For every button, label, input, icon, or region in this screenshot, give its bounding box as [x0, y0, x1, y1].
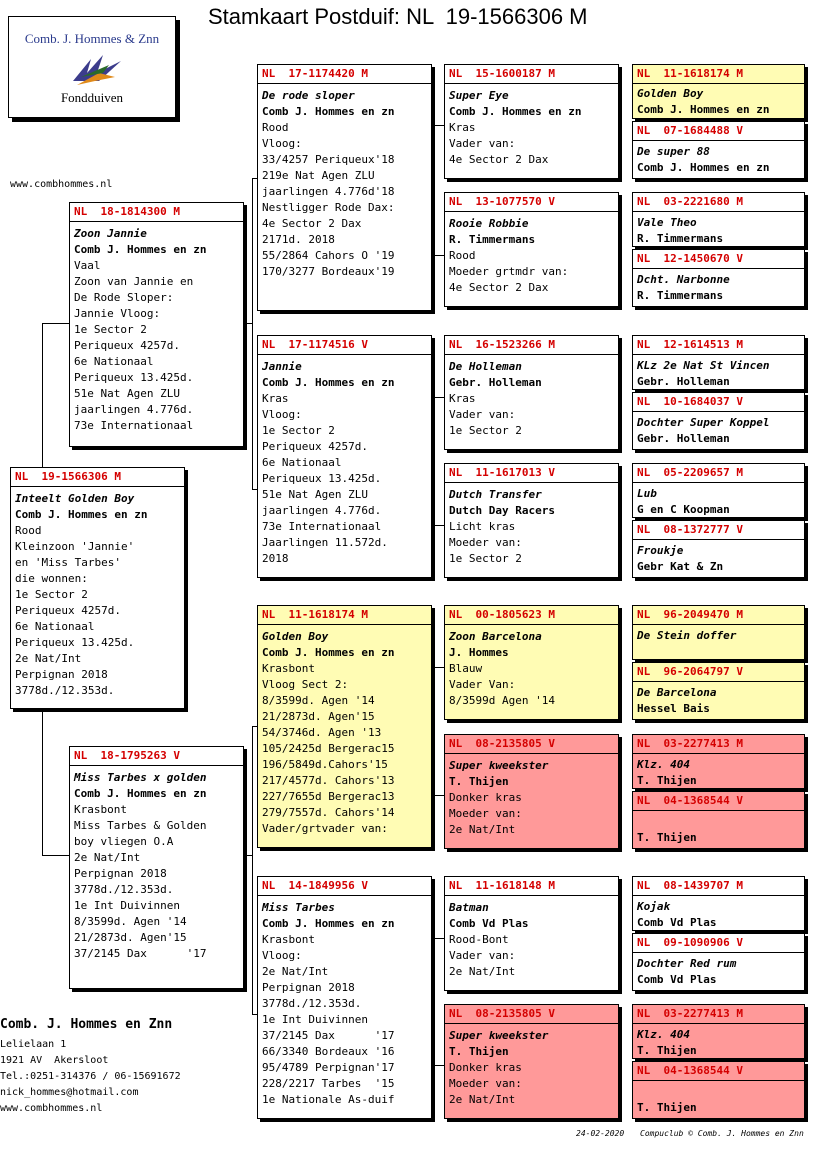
bird-owner: G en C Koopman — [637, 503, 730, 516]
detail-line: Moeder van: — [449, 807, 522, 820]
detail-line: 66/3340 Bordeaux '16 — [262, 1045, 395, 1058]
connector — [252, 726, 253, 1014]
contact-phone: Tel.:0251-314376 / 06-15691672 — [0, 1071, 181, 1082]
detail-line: Periqueux 4257d. — [15, 604, 121, 617]
ring-number: NL 03-2221680 M — [633, 193, 804, 212]
connector — [42, 323, 69, 324]
detail-line: 1e Sector 2 — [262, 424, 335, 437]
detail-line: 228/2217 Tarbes '15 — [262, 1077, 395, 1090]
bird-owner: Comb J. Hommes en zn — [262, 376, 395, 389]
ring-number: NL 07-1684488 V — [633, 122, 804, 141]
detail-line: 279/7557d. Cahors'14 — [262, 806, 395, 819]
bird-card-mfm[interactable] — [444, 734, 619, 849]
bird-owner: Comb J. Hommes en zn — [262, 917, 395, 930]
footer-credit: Compuclub © Comb. J. Hommes en Znn — [640, 1129, 804, 1138]
detail-line: Jannie Vloog: — [74, 307, 161, 320]
detail-line: jaarlingen 4.776d'18 — [262, 185, 395, 198]
detail-line: 8/3599d Agen '14 — [449, 694, 555, 707]
ring-number: NL 15-1600187 M — [445, 65, 618, 84]
contact-city: 1921 AV Akersloot — [0, 1055, 109, 1066]
detail-line: 95/4789 Perpignan'17 — [262, 1061, 395, 1074]
connector — [42, 712, 43, 855]
bird-name — [637, 814, 804, 830]
detail-line: Kleinzoon 'Jannie' — [15, 540, 135, 553]
detail-line: 4e Sector 2 Dax — [449, 153, 549, 166]
ring-number: NL 08-1439707 M — [633, 877, 804, 896]
ring-number: NL 11-1617013 V — [445, 464, 618, 483]
detail-line: Rood — [262, 121, 289, 134]
connector — [252, 178, 253, 489]
ring-number: NL 08-2135805 V — [445, 735, 618, 754]
logo-line2: Fondduiven — [60, 90, 124, 105]
detail-line: 227/7655d Bergerac13 — [262, 790, 395, 803]
detail-line: 170/3277 Bordeaux'19 — [262, 265, 395, 278]
detail-line: 1e Sector 2 — [449, 424, 522, 437]
connector — [434, 1065, 444, 1066]
detail-line: Krasbont — [74, 803, 127, 816]
detail-line: 2171d. 2018 — [262, 233, 335, 246]
bird-card-ff[interactable] — [257, 64, 432, 311]
bird-card-father[interactable] — [69, 202, 244, 447]
connector — [434, 125, 444, 126]
detail-line: Moeder grtmdr van: — [449, 265, 569, 278]
detail-line: Donker kras — [449, 791, 522, 804]
bird-card-g4[interactable] — [632, 249, 805, 307]
bird-name: Super kweekster — [449, 759, 549, 772]
bird-card-fmm[interactable] — [444, 463, 619, 578]
detail-line: 33/4257 Periqueux'18 — [262, 153, 395, 166]
bird-name: Miss Tarbes — [262, 901, 335, 914]
detail-line: 2e Nat/Int — [74, 851, 141, 864]
bird-owner: T. Thijen — [637, 774, 697, 787]
bird-name: Batman — [449, 901, 489, 914]
ring-number: NL 05-2209657 M — [633, 464, 804, 483]
ring-number: NL 08-1372777 V — [633, 521, 804, 540]
bird-owner: R. Timmermans — [637, 289, 724, 302]
connector — [434, 938, 444, 939]
detail-line: 1e Int Duivinnen — [74, 899, 180, 912]
ring-number: NL 09-1090906 V — [633, 934, 804, 953]
detail-line: Periqueux 13.425d. — [262, 472, 382, 485]
detail-line: 51e Nat Agen ZLU — [262, 488, 368, 501]
ring-number: NL 04-1368544 V — [633, 1062, 804, 1081]
bird-card-g6[interactable] — [632, 392, 805, 450]
detail-line: Zoon van Jannie en — [74, 275, 194, 288]
bird-name: Zoon Barcelona — [449, 630, 542, 643]
bird-card-g12[interactable] — [632, 791, 805, 849]
detail-line: 2018 — [262, 552, 289, 565]
detail-line: 196/5849d.Cahors'15 — [262, 758, 388, 771]
bird-card-g5[interactable] — [632, 335, 805, 390]
detail-line: 2e Nat/Int — [262, 965, 329, 978]
contact-email[interactable]: nick_hommes@hotmail.com — [0, 1087, 139, 1098]
detail-line: jaarlingen 4.776d. — [262, 504, 382, 517]
bird-owner: T. Thijen — [637, 831, 697, 844]
bird-owner: Comb J. Hommes en zn — [74, 243, 207, 256]
detail-line: 1e Sector 2 — [74, 323, 147, 336]
detail-line: 3778d./12.353d. — [74, 883, 174, 896]
bird-owner: Comb J. Hommes en zn — [262, 105, 395, 118]
detail-line: 2e Nat/Int — [449, 965, 516, 978]
bird-owner: Gebr. Holleman — [637, 375, 730, 388]
bird-card-mf[interactable] — [257, 605, 432, 848]
ring-number: NL 00-1805623 M — [445, 606, 618, 625]
bird-owner: Gebr. Holleman — [637, 432, 730, 445]
bird-name: Zoon Jannie — [74, 227, 147, 240]
detail-line: 73e Internationaal — [262, 520, 382, 533]
bird-owner: T. Thijen — [449, 1045, 509, 1058]
detail-line: 8/3599d. Agen '14 — [74, 915, 187, 928]
detail-line: 1e Sector 2 — [15, 588, 88, 601]
logo-line1: Comb. J. Hommes & Znn — [24, 31, 160, 46]
ring-number: NL 11-1618174 M — [258, 606, 431, 625]
bird-card-g15[interactable] — [632, 1004, 805, 1059]
detail-line: Moeder van: — [449, 1077, 522, 1090]
detail-line: 2e Nat/Int — [15, 652, 82, 665]
detail-line: Perpignan 2018 — [74, 867, 167, 880]
bird-name: Super kweekster — [449, 1029, 549, 1042]
connector — [434, 667, 444, 668]
detail-line: Kras — [449, 121, 476, 134]
detail-line: 73e Internationaal — [74, 419, 194, 432]
bird-owner: J. Hommes — [449, 646, 509, 659]
detail-line: 1e Nationale As-duif — [262, 1093, 395, 1106]
footer-date: 24-02-2020 — [576, 1129, 625, 1138]
bird-owner: R. Timmermans — [637, 232, 724, 245]
bird-card-fff[interactable] — [444, 64, 619, 179]
detail-line: 21/2873d. Agen'15 — [74, 931, 187, 944]
connector — [434, 525, 444, 526]
bird-name: Dochter Red rum — [637, 957, 737, 970]
bird-card-g8[interactable] — [632, 520, 805, 578]
bird-owner: Comb J. Hommes en zn — [15, 508, 148, 521]
bird-name: Miss Tarbes x golden — [74, 771, 207, 784]
detail-line: 55/2864 Cahors O '19 — [262, 249, 395, 262]
detail-line: Vader van: — [449, 949, 516, 962]
detail-line: 8/3599d. Agen '14 — [262, 694, 375, 707]
bird-name: De Barcelona — [637, 686, 717, 699]
detail-line: De Rode Sloper: — [74, 291, 174, 304]
bird-name: Golden Boy — [637, 87, 704, 100]
logo — [8, 16, 176, 118]
bird-owner: Comb Vd Plas — [449, 917, 529, 930]
ring-number: NL 08-2135805 V — [445, 1005, 618, 1024]
bird-name: Golden Boy — [262, 630, 329, 643]
detail-line: Krasbont — [262, 662, 315, 675]
contact-block — [0, 1017, 181, 1117]
bird-card-g1[interactable] — [632, 64, 805, 119]
connector — [434, 255, 444, 256]
bird-card-g13[interactable] — [632, 876, 805, 931]
bird-name — [637, 1084, 804, 1100]
bird-owner: T. Thijen — [449, 775, 509, 788]
detail-line: 6e Nationaal — [15, 620, 95, 633]
bird-card-g7[interactable] — [632, 463, 805, 518]
ring-number: NL 96-2064797 V — [633, 663, 804, 682]
connector — [243, 855, 253, 856]
detail-line: Kras — [449, 392, 476, 405]
ring-number: NL 11-1618174 M — [633, 65, 804, 84]
ring-number: NL 96-2049470 M — [633, 606, 804, 625]
website-link[interactable]: www.combhommes.nl — [10, 179, 113, 190]
contact-website[interactable]: www.combhommes.nl — [0, 1103, 103, 1114]
bird-name: De super 88 — [637, 145, 710, 158]
ring-number: NL 12-1450670 V — [633, 250, 804, 269]
detail-line: Periqueux 4257d. — [74, 339, 180, 352]
bird-name: Kojak — [637, 900, 671, 913]
detail-line: Vader van: — [449, 137, 516, 150]
ring-number: NL 17-1174420 M — [258, 65, 431, 84]
detail-line: Vaal — [74, 259, 101, 272]
page-title: Stamkaart Postduif: NL 19-1566306 M — [208, 4, 588, 29]
detail-line: 1e Sector 2 — [449, 552, 522, 565]
bird-card-g11[interactable] — [632, 734, 805, 789]
detail-line: boy vliegen O.A — [74, 835, 174, 848]
ring-number: NL 14-1849956 V — [258, 877, 431, 896]
bird-owner: Comb Vd Plas — [637, 973, 717, 986]
bird-card-g3[interactable] — [632, 192, 805, 247]
detail-line: Periqueux 4257d. — [262, 440, 368, 453]
detail-line: die wonnen: — [15, 572, 88, 585]
detail-line: 37/2145 Dax '17 — [74, 947, 207, 960]
detail-line: 3778d./12.353d. — [262, 997, 362, 1010]
detail-line: 1e Int Duivinnen — [262, 1013, 368, 1026]
connector — [42, 323, 43, 469]
bird-owner: Comb J. Hommes en zn — [637, 103, 770, 116]
detail-line: Perpignan 2018 — [15, 668, 108, 681]
bird-card-fm[interactable] — [257, 335, 432, 578]
detail-line: 21/2873d. Agen'15 — [262, 710, 375, 723]
detail-line: 4e Sector 2 Dax — [449, 281, 549, 294]
bird-card-ffm[interactable] — [444, 192, 619, 307]
detail-line: Miss Tarbes & Golden — [74, 819, 207, 832]
bird-card-g10[interactable] — [632, 662, 805, 720]
detail-line: 3778d./12.353d. — [15, 684, 115, 697]
bird-owner: Comb J. Hommes en zn — [449, 105, 582, 118]
bird-card-mmf[interactable] — [444, 876, 619, 991]
bird-card-fmf[interactable] — [444, 335, 619, 450]
detail-line: Vader van: — [449, 408, 516, 421]
bird-card-mother[interactable] — [69, 746, 244, 989]
detail-line: Vloog: — [262, 949, 302, 962]
ring-number: NL 11-1618148 M — [445, 877, 618, 896]
bird-card-subject[interactable] — [10, 467, 185, 709]
bird-name: De Holleman — [449, 360, 522, 373]
detail-line: Perpignan 2018 — [262, 981, 355, 994]
detail-line: Krasbont — [262, 933, 315, 946]
bird-name: De rode sloper — [262, 89, 355, 102]
bird-card-g2[interactable] — [632, 121, 805, 179]
contact-street: Lelielaan 1 — [0, 1039, 67, 1050]
connector — [434, 795, 444, 796]
logo-bird-icon — [69, 51, 129, 91]
detail-line: Licht kras — [449, 520, 516, 533]
bird-name: Klz. 404 — [637, 1028, 690, 1041]
bird-owner: Gebr. Holleman — [449, 376, 542, 389]
ring-number: NL 10-1684037 V — [633, 393, 804, 412]
bird-card-mff[interactable] — [444, 605, 619, 720]
detail-line: Kras — [262, 392, 289, 405]
bird-card-mmm[interactable] — [444, 1004, 619, 1119]
detail-line: 2e Nat/Int — [449, 1093, 516, 1106]
detail-line: Rood-Bont — [449, 933, 509, 946]
bird-card-g16[interactable] — [632, 1061, 805, 1119]
detail-line: Rood — [15, 524, 42, 537]
bird-name: De Stein doffer — [637, 629, 737, 642]
detail-line: Jaarlingen 11.572d. — [262, 536, 388, 549]
detail-line: Periqueux 13.425d. — [15, 636, 135, 649]
detail-line: jaarlingen 4.776d. — [74, 403, 194, 416]
bird-card-mm[interactable] — [257, 876, 432, 1119]
detail-line: Moeder van: — [449, 536, 522, 549]
detail-line: 51e Nat Agen ZLU — [74, 387, 180, 400]
bird-name: Super Eye — [449, 89, 509, 102]
detail-line: 2e Nat/Int — [449, 823, 516, 836]
ring-number: NL 04-1368544 V — [633, 792, 804, 811]
connector — [243, 323, 253, 324]
bird-name: KLz 2e Nat St Vincen — [637, 359, 770, 372]
bird-owner: T. Thijen — [637, 1101, 697, 1114]
bird-name: Jannie — [262, 360, 302, 373]
bird-owner: Comb J. Hommes en zn — [74, 787, 207, 800]
bird-owner: Gebr Kat & Zn — [637, 560, 724, 573]
detail-line: Vader/grtvader van: — [262, 822, 388, 835]
ring-number: NL 19-1566306 M — [11, 468, 184, 487]
detail-line: 6e Nationaal — [262, 456, 342, 469]
connector — [434, 397, 444, 398]
ring-number: NL 03-2277413 M — [633, 1005, 804, 1024]
bird-name: Klz. 404 — [637, 758, 690, 771]
ring-number: NL 16-1523266 M — [445, 336, 618, 355]
bird-name: Rooie Robbie — [449, 217, 529, 230]
detail-line: Vader Van: — [449, 678, 516, 691]
bird-owner: Comb Vd Plas — [637, 916, 717, 929]
bird-name: Dcht. Narbonne — [637, 273, 730, 286]
bird-name: Inteelt Golden Boy — [15, 492, 135, 505]
detail-line: Donker kras — [449, 1061, 522, 1074]
connector — [42, 855, 69, 856]
bird-name: Froukje — [637, 544, 684, 557]
ring-number: NL 13-1077570 V — [445, 193, 618, 212]
detail-line: Blauw — [449, 662, 483, 675]
bird-owner: Comb J. Hommes en zn — [262, 646, 395, 659]
contact-name: Comb. J. Hommes en Znn — [0, 1017, 173, 1032]
detail-line: 217/4577d. Cahors'13 — [262, 774, 395, 787]
detail-line: 54/3746d. Agen '13 — [262, 726, 382, 739]
detail-line: Vloog Sect 2: — [262, 678, 349, 691]
bird-owner: Hessel Bais — [637, 702, 710, 715]
detail-line: Rood — [449, 249, 476, 262]
bird-owner: R. Timmermans — [449, 233, 536, 246]
detail-line: 219e Nat Agen ZLU — [262, 169, 375, 182]
ring-number: NL 18-1795263 V — [70, 747, 243, 766]
bird-owner: Dutch Day Racers — [449, 504, 555, 517]
bird-owner: T. Thijen — [637, 1044, 697, 1057]
detail-line: Nestligger Rode Dax: — [262, 201, 395, 214]
ring-number: NL 03-2277413 M — [633, 735, 804, 754]
detail-line: 105/2425d Bergerac15 — [262, 742, 395, 755]
detail-line: Vloog: — [262, 137, 302, 150]
ring-number: NL 18-1814300 M — [70, 203, 243, 222]
detail-line: en 'Miss Tarbes' — [15, 556, 121, 569]
ring-number: NL 17-1174516 V — [258, 336, 431, 355]
bird-card-g14[interactable] — [632, 933, 805, 991]
bird-name: Dochter Super Koppel — [637, 416, 770, 429]
bird-name: Vale Theo — [637, 216, 697, 229]
bird-name: Lub — [637, 487, 657, 500]
detail-line: Periqueux 13.425d. — [74, 371, 194, 384]
bird-owner: Comb J. Hommes en zn — [637, 161, 770, 174]
detail-line: Vloog: — [262, 408, 302, 421]
detail-line: 4e Sector 2 Dax — [262, 217, 362, 230]
bird-name: Dutch Transfer — [449, 488, 542, 501]
ring-number: NL 12-1614513 M — [633, 336, 804, 355]
bird-card-g9[interactable] — [632, 605, 805, 660]
detail-line: 37/2145 Dax '17 — [262, 1029, 395, 1042]
detail-line: 6e Nationaal — [74, 355, 154, 368]
